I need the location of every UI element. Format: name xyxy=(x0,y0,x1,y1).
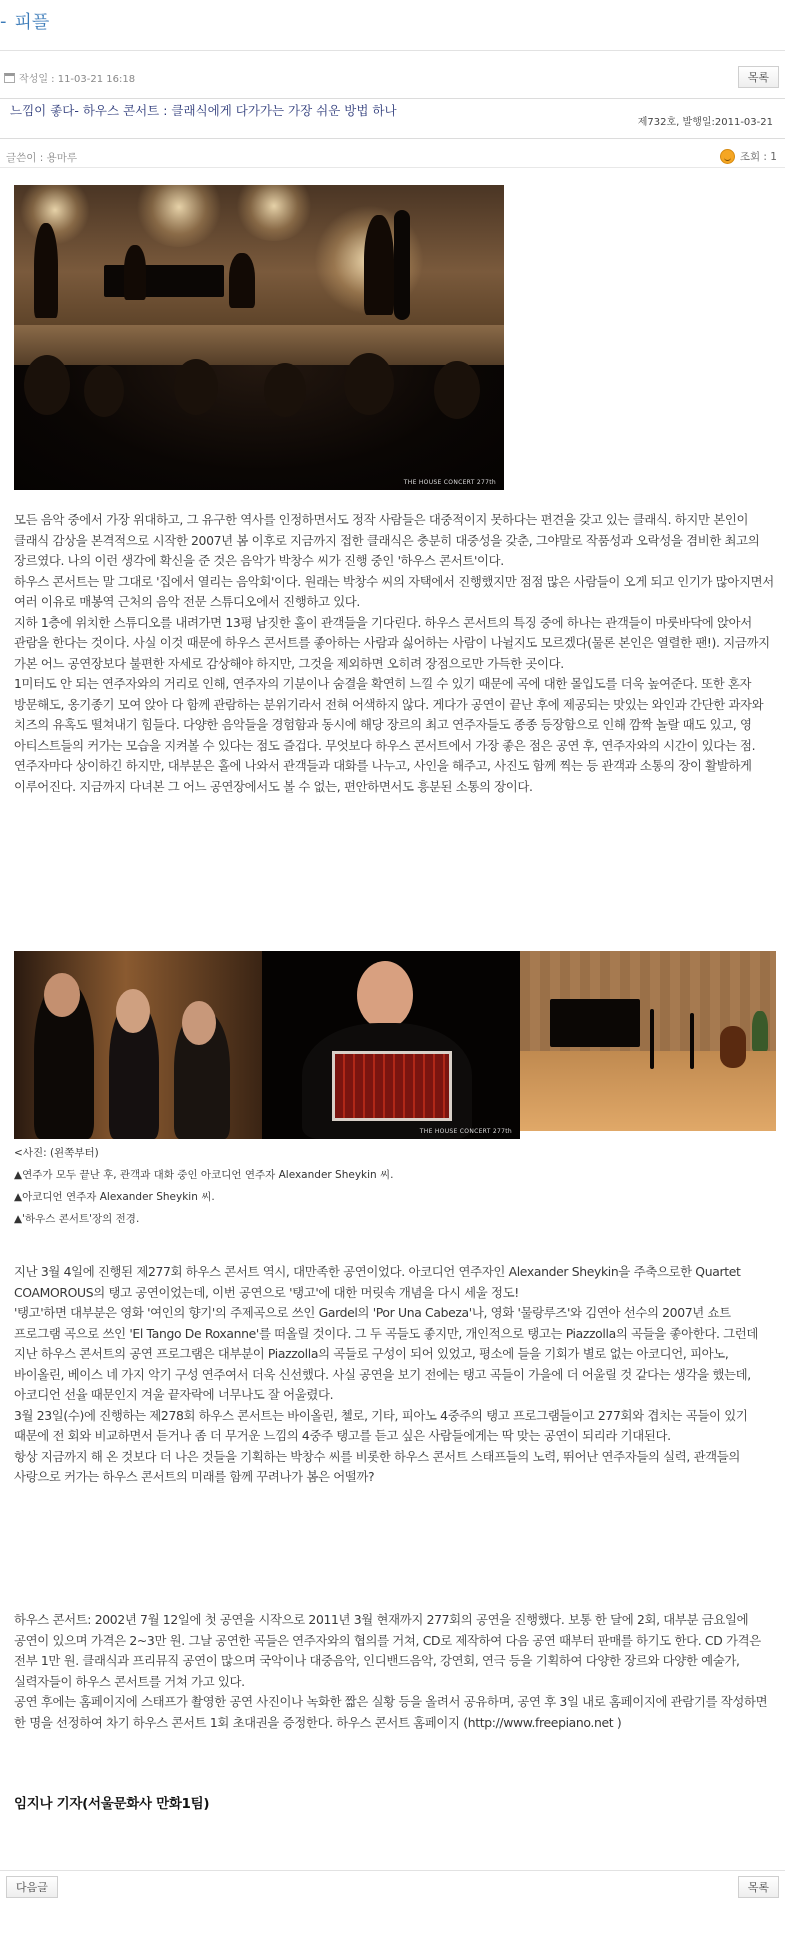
author: 글쓴이 : 용마루 xyxy=(6,152,78,164)
bassist xyxy=(364,215,394,315)
article-body-part-1 xyxy=(14,510,774,797)
double-bass xyxy=(394,210,410,320)
audience-head xyxy=(344,353,394,415)
paragraph: 공연 후에는 홈페이지에 스태프가 촬영한 공연 사진이나 녹화한 짧은 실황 등을 올려서 공유하며, 공연 후 3일 내로 홈페이지에 관람기를 작성하면 한 명을 선정하여 차기 하우스 콘서트 1회 초대권을 증정한다. 하우스 콘서트 홈페이지 (http://www.freepiano.net ) xyxy=(14,1694,768,1730)
photo-accordionist xyxy=(262,951,520,1139)
paragraph: 지난 3월 4일에 진행된 제277회 하우스 콘서트 역시, 대만족한 공연이었다. 아코디언 연주자인 Alexander Sheykin을 주축으로한 Quartet COAMOROUS의 탱고 공연이었는데, 이번 공연으로 '탱고'에 대한 머릿속 개념을 다시 세울 정도! xyxy=(14,1264,741,1300)
next-post-button[interactable]: 다음글 xyxy=(6,1876,58,1898)
face xyxy=(116,989,150,1033)
paragraph: 지하 1층에 위치한 스튜디오를 내려가면 13평 남짓한 홀이 관객들을 기다린다. 하우스 콘서트의 특징 중에 하나는 관객들이 마룻바닥에 앉아서 관람을 한다는 것이다. 사실 이것 때문에 하우스 콘서트를 좋아하는 사람과 싫어하는 사람이 나뉠지도 모르겠다(물론 본인은 열렬한 팬!). 지금까지 가본 어느 공연장보다 불편한 자세로 감상해야 하지만, 그것을 제외하면 오히려 장점으로만 가득한 곳이다. xyxy=(14,614,770,671)
photo-watermark: THE HOUSE CONCERT 277th xyxy=(403,479,496,486)
article-header xyxy=(0,98,785,139)
list-button-bottom[interactable]: 목록 xyxy=(738,1876,779,1898)
caption-line: <사진: (왼쪽부터) xyxy=(14,1147,99,1159)
accordion xyxy=(332,1051,452,1121)
paragraph: 1미터도 안 되는 연주자와의 거리로 인해, 연주자의 기분이나 숨결을 확연히 느낄 수 있기 때문에 곡에 대한 몰입도를 더욱 높여준다. 또한 혼자 방문해도, 옹기종기 모여 앉아 다 함께 관람하는 분위기라서 전혀 어색하지 않다. 게다가 공연이 끝난 후에 제공되는 맛있는 와인과 간단한 과자와 치즈의 유혹도 떨쳐내기 힘들다. 다양한 음악들을 경험함과 동시에 해당 장르의 최고 연주자들도 종종 등장함으로 인해 깜짝 놀랄 때도 있고, 영 아티스트들의 커가는 모습을 지켜볼 수 있다는 점도 즐겁다. 무엇보다 하우스 콘서트에서 가장 좋은 점은 공연 후, 연주자와의 시간이 있다는 점. 연주자마다 상이하긴 하지만, 대부분은 홀에 나와서 관객들과 대화를 나누고, 사인을 해주고, 사진도 함께 찍는 등 관객과 소통의 장이 활발하게 이루어진다. 지금까지 다녀본 그 어느 공연장에서도 볼 수 없는, 편안하면서도 흥분된 소통의 장이다. xyxy=(14,676,764,794)
article-body-part-3 xyxy=(14,1610,774,1733)
violinist xyxy=(34,223,58,318)
issue-info: 제732호, 발행일:2011-03-21 xyxy=(637,117,773,128)
photo-watermark: THE HOUSE CONCERT 277th xyxy=(419,1128,512,1135)
cello xyxy=(720,1026,746,1068)
face xyxy=(182,1001,216,1045)
audience-head xyxy=(84,365,124,417)
article-body-part-2 xyxy=(14,1262,774,1488)
paragraph: 3월 23일(수)에 진행하는 제278회 하우스 콘서트는 바이올린, 첼로, 기타, 피아노 4중주의 탱고 프로그램들이고 277회와 겹치는 곡들이 있기 때문에 전 회와 비교하면서 듣거나 좀 더 무거운 느낌의 4중주 탱고를 듣고 싶은 사람들에게는 딱 맞는 공연이 되리라 기대된다. xyxy=(14,1407,748,1443)
board-title xyxy=(0,6,49,36)
audience xyxy=(14,365,504,490)
divider xyxy=(0,50,785,51)
reporter-byline: 임지나 기자(서울문화사 만화1팀) xyxy=(14,1796,210,1812)
audience-head xyxy=(264,363,306,417)
post-date xyxy=(4,70,135,85)
photo-captions xyxy=(14,1142,614,1230)
audience-head xyxy=(434,361,480,419)
list-button-top[interactable]: 목록 xyxy=(738,66,779,88)
concert-photo xyxy=(14,185,504,490)
post-date-text: 작성일 : 11-03-21 16:18 xyxy=(19,74,136,85)
photo-venue xyxy=(520,951,776,1131)
board-title-text[interactable]: 피플 xyxy=(14,12,50,33)
face xyxy=(44,973,80,1017)
paragraph: 하우스 콘서트는 말 그대로 '집에서 열리는 음악회'이다. 원래는 박창수 씨의 자택에서 진행했지만 점점 많은 사람들이 오게 되고 인기가 많아지면서 여러 이유로 매봉역 근처의 음악 전문 스튜디오에서 진행하고 있다. xyxy=(14,573,774,609)
audience-head xyxy=(174,359,218,415)
caption-line: ▲아코디언 연주자 Alexander Sheykin 씨. xyxy=(14,1191,215,1203)
paragraph: 하우스 콘서트: 2002년 7월 12일에 첫 공연을 시작으로 2011년 3월 현재까지 277회의 공연을 진행했다. 보통 한 달에 2회, 대부분 금요일에 공연이 있으며 가격은 2~3만 원. 그날 공연한 곡들은 연주자와의 협의를 거쳐, CD로 제작하여 다음 공연 때부터 판매를 하기도 한다. CD 가격은 전부 1만 원. 클래식과 프리뮤직 공연이 많으며 국악이나 대중음악, 인디밴드음악, 강연회, 연극 등을 기획하여 다양한 장르와 다양한 예술가, 실력자들이 하우스 콘서트를 거쳐 가고 있다. xyxy=(14,1612,761,1689)
board-title-dash: - xyxy=(0,10,7,32)
divider xyxy=(0,1870,785,1871)
music-stand xyxy=(690,1013,694,1069)
photo-audience-conversation xyxy=(14,951,262,1139)
pianist xyxy=(124,245,146,300)
paragraph: 모든 음악 중에서 가장 위대하고, 그 유구한 역사를 인정하면서도 정작 사람들은 대중적이지 못하다는 편견을 갖고 있는 클래식. 하지만 본인이 클래식 감상을 본격적으로 시작한 2007년 봄 이후로 지금까지 접한 클래식은 충분히 대중성을 갖춘, 그야말로 작품성과 오락성을 겸비한 최고의 장르였다. 나의 이런 생각에 확신을 준 것은 음악가 박창수 씨가 진행 중인 '하우스 콘서트'이다. xyxy=(14,512,760,568)
face xyxy=(357,961,413,1029)
piano xyxy=(104,265,224,297)
view-count-text: 조회 : 1 xyxy=(739,151,777,163)
caption-line: ▲'하우스 콘서트'장의 전경. xyxy=(14,1213,140,1225)
audience-head xyxy=(24,355,70,415)
plant xyxy=(752,1011,768,1051)
article-title: 느낌이 좋다- 하우스 콘서트 : 클래식에게 다가가는 가장 쉬운 방법 하나 xyxy=(10,103,397,118)
meta-bar xyxy=(0,64,785,90)
paragraph: '탱고'하면 대부분은 영화 '여인의 향기'의 주제곡으로 쓰인 Gardel의 'Por Una Cabeza'나, 영화 '물랑루즈'와 김연아 선수의 2007년 쇼트 프로그램 곡으로 쓰인 'El Tango De Roxanne'를 떠올릴 것이다. 그 두 곡들도 좋지만, 개인적으로 탱고는 Piazzolla의 곡들을 좋아한다. 그런데 지난 하우스 콘서트의 공연 프로그램은 대부분이 Piazzolla의 곡들로 구성이 되어 있었고, 평소에 들을 기회가 별로 없는 아코디언, 피아노, 바이올린, 베이스 네 가지 악기 구성 연주여서 더욱 신선했다. 사실 공연을 보기 전에는 탱고 곡들이 가을에 더 어울릴 것 같다는 생각을 했는데, 아코디언 선율 때문인지 겨울 끝자락에 너무나도 잘 어울렸다. xyxy=(14,1305,759,1402)
caption-line: ▲연주가 모두 끝난 후, 관객과 대화 중인 아코디언 연주자 Alexander Sheykin 씨. xyxy=(14,1169,394,1181)
paragraph: 항상 지금까지 해 온 것보다 더 나은 것들을 기획하는 박창수 씨를 비롯한 하우스 콘서트 스태프들의 노력, 뛰어난 연주자들의 실력, 관객들의 사랑으로 커가는 하우스 콘서트의 미래를 함께 꾸려나가 봄은 어떨까? xyxy=(14,1448,741,1484)
music-stand xyxy=(650,1009,654,1069)
smiley-icon xyxy=(720,149,735,164)
author-bar xyxy=(0,146,785,168)
grand-piano xyxy=(550,999,640,1047)
accordionist xyxy=(229,253,255,308)
view-count xyxy=(720,149,777,164)
calendar-icon xyxy=(4,73,15,83)
